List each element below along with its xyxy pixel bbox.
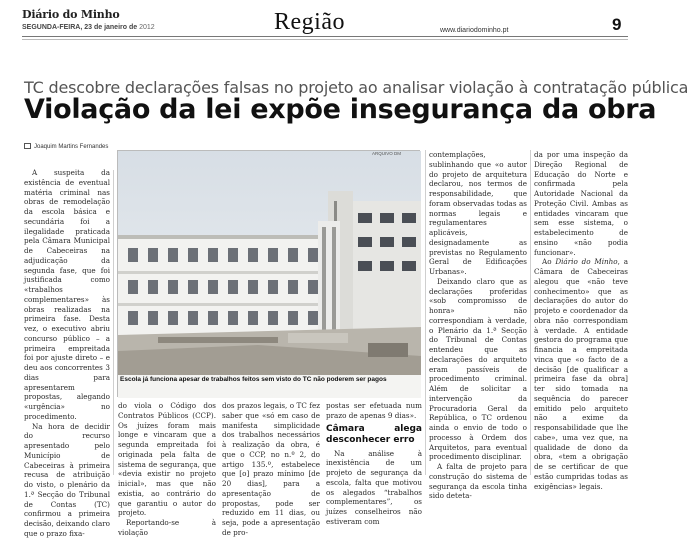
paragraph: da por uma inspeção da Direção Regional de Educação do Norte e confirmada pela Autoridade Nacional da Proteção Civil. Ambas as entidades vincaram que sem esse sistema, o estabelecimento de ensino «não podia funcionar». <box>534 150 628 257</box>
text-column-2 <box>118 401 216 537</box>
text-column-5 <box>429 150 527 501</box>
byline-name: Joaquim Martins Fernandes <box>34 144 109 150</box>
column-divider <box>530 150 531 475</box>
headline: Violação da lei expõe insegurança da obra <box>24 94 657 125</box>
paragraph: A falta de projeto para construção do sistema de segurança da escola tinha sido deteta- <box>429 462 527 501</box>
kicker: TC descobre declarações falsas no projeto ao analisar violação à contratação pública <box>24 78 688 97</box>
header-rule <box>22 36 628 37</box>
website-url[interactable]: www.diariodominho.pt <box>440 27 509 34</box>
paragraph <box>534 257 628 491</box>
paragraph: Na análise à inexistência de um projeto de segurança da escola, falta que motivou os alegados “trabalhos complementares”, os juízes conselheiros não estiveram com <box>326 448 422 526</box>
text-column-6 <box>534 150 629 491</box>
photo-caption: Escola já funciona apesar de trabalhos feitos sem visto do TC não poderem ser pagos <box>120 376 387 383</box>
paragraph: A suspeita da existência de eventual matéria criminal nas obras de remodelação da escola básica e secundária foi a ilegalidade praticada pela Câmara Municipal de Cabeceiras na adjudicação da segunda fase, que foi justificada como «trabalhos complementares» às obras realizadas na primeira fase. Desta vez, o executivo abriu concurso público – a primeira empreitada foi por ajuste direto – e deu aos concorrentes 3 dias para apresentarem propostas, alegando «urgência» no procedimento. <box>24 168 110 421</box>
paragraph: Reportando-se à violação <box>118 518 216 537</box>
text-run: Ao <box>542 257 556 267</box>
subheading: Câmara alega desconhecer erro <box>326 423 422 445</box>
issue-date <box>22 24 155 31</box>
photo-credit: ARQUIVO DM <box>372 151 402 156</box>
section-title: Região <box>274 9 345 35</box>
paragraph: contemplações, sublinhando que «o autor do projeto de arquitetura declarou, nos termos de responsabilidade, que foram observadas todas as normas legais e regulamentares aplicáveis, designadamente as previstas no Regulamento Geral de Edificações Urbanas». <box>429 150 527 276</box>
masthead-logo: Diário do Minho <box>22 8 120 21</box>
newspaper-name: Diário do Minho <box>555 257 618 267</box>
text-run: , a Câmara de Cabeceiras alegou que «não teve conhecimento» que as declarações do autor do projeto e coordenador da obra não correspondiam à verdade. A entidade gestora do programa que financia a empreitada vinca que «o facto de a decisão [de qualificar a primeira fase da obra] ter sido tomada na sequência do parecer emitido pelo arquiteto não a exime da responsabilidade que lhe cabe», uma vez que, na qualidade de dono da obra, «tem a obrigação de se certificar de que estão cumpridas todas as exigências» legais. <box>534 257 629 491</box>
text-column-1 <box>24 168 110 538</box>
header-rule-thin <box>22 39 628 40</box>
paragraph: postas ser efetuada num prazo de apenas 9 dias». <box>326 401 422 420</box>
school-building-illustration <box>118 151 421 398</box>
paragraph: Deixando claro que as declarações proferidas «sob compromisso de honra» não correspondiam à verdade, o Plenário da 1.ª Secção do Tribunal de Contas entendeu que as declarações do arquiteto eram passíveis de procedimento criminal. Além de solicitar a intervenção da Procuradoria Geral da República, o TC ordenou ainda o envio de todo o processo à Ordem dos Arquitetos, para eventual procedimento disciplinar. <box>429 276 527 462</box>
text-column-3 <box>222 401 320 537</box>
column-divider <box>113 170 114 475</box>
article-photo <box>117 150 420 397</box>
author-icon <box>24 143 31 149</box>
byline <box>24 143 108 150</box>
issue-date-text: SEGUNDA-FEIRA, 23 de janeiro de <box>22 24 138 31</box>
column-divider <box>425 150 426 475</box>
paragraph: dos prazos legais, o TC fez saber que «só em caso de manifesta simplicidade dos trabalhos necessários à realização da obra, é que o CCP, no n.º 2, do artigo 135.º, estabelece que [o] prazo mínimo [de 20 dias], para a apresentação de propostas, pode ser reduzido em 11 dias, ou seja, pode a apresentação de pro- <box>222 401 320 537</box>
paragraph: do viola o Código dos Contratos Públicos (CCP). Os juízes foram mais longe e vincaram que a segunda empreitada foi originada pela falta de sistema de segurança, que «devia existir no projeto inicial», mas que não existia, ao contrário do que garantiu o autor do projeto. <box>118 401 216 518</box>
paragraph: Na hora de decidir do recurso apresentado pelo Município de Cabeceiras à primeira recusa de atribuição do visto, o plenário da 1.ª Secção do Tribunal de Contas (TC) confirmou a primeira decisão, deixando claro que o prazo fixa- <box>24 421 110 538</box>
issue-year: 2012 <box>139 24 155 31</box>
page-number: 9 <box>612 15 622 34</box>
text-column-4 <box>326 401 422 526</box>
